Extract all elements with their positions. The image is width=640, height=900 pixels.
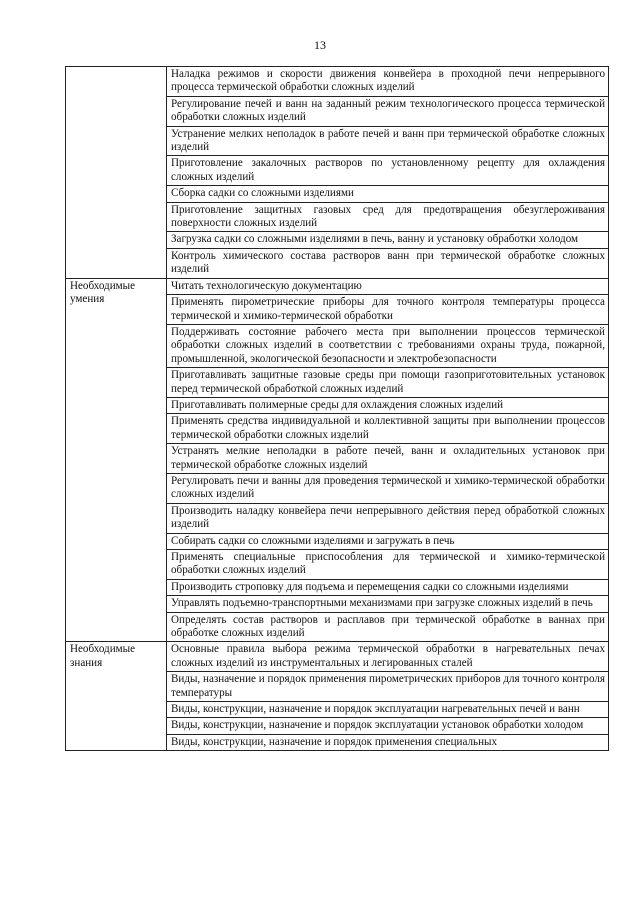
competency-table	[65, 66, 609, 751]
item-cell: Приготавливать полимерные среды для охлаждения сложных изделий	[167, 397, 609, 413]
item-cell: Наладка режимов и скорости движения конвейера в проходной печи непрерывного процесса термической обработки сложных изделий	[167, 67, 609, 97]
competency-table-body	[66, 67, 609, 751]
section-label: Необходимые знания	[70, 643, 136, 669]
section-label: Необходимые умения	[70, 279, 136, 306]
item-cell: Читать технологическую документацию	[167, 278, 609, 294]
table-row	[66, 642, 609, 672]
page-number: 13	[314, 38, 326, 52]
section-label-cell	[66, 67, 167, 279]
item-cell: Основные правила выбора режима термической обработки в нагревательных печах сложных изделий из инструментальных и легированных сталей	[167, 642, 609, 672]
item-cell: Производить наладку конвейера печи непрерывного действия перед обработкой сложных изделий	[167, 503, 609, 533]
item-cell: Поддерживать состояние рабочего места при выполнении процессов термической обработки сложных изделий в соответствии с требованиями охраны труда, пожарной, промышленной, экологической безопасности и электробезопасности	[167, 324, 609, 367]
table-row	[66, 67, 609, 97]
item-cell: Управлять подъемно-транспортными механизмами при загрузке сложных изделий в печь	[167, 596, 609, 612]
item-cell: Виды, конструкции, назначение и порядок эксплуатации установок обработки холодом	[167, 718, 609, 734]
item-cell: Приготавливать защитные газовые среды при помощи газоприготовительных установок перед термической обработкой сложных изделий	[167, 368, 609, 398]
item-cell: Применять специальные приспособления для термической и химико-термической обработки сложных изделий	[167, 550, 609, 580]
item-cell: Приготовление закалочных растворов по установленному рецепту для охлаждения сложных изделий	[167, 156, 609, 186]
item-cell: Определять состав растворов и расплавов при термической обработке в ваннах при обработке сложных изделий	[167, 612, 609, 642]
item-cell: Загрузка садки со сложными изделиями в печь, ванну и установку обработки холодом	[167, 232, 609, 248]
item-cell: Контроль химического состава растворов ванн при термической обработке сложных изделий	[167, 248, 609, 278]
item-cell: Собирать садки со сложными изделиями и загружать в печь	[167, 533, 609, 549]
item-cell: Виды, конструкции, назначение и порядок применения специальных	[167, 734, 609, 750]
item-cell: Устранять мелкие неполадки в работе печей, ванн и охладительных установок при термической обработке сложных изделий	[167, 444, 609, 474]
item-cell: Применять средства индивидуальной и коллективной защиты при выполнении процессов термической обработки сложных изделий	[167, 414, 609, 444]
item-cell: Приготовление защитных газовых сред для предотвращения обезуглероживания поверхности сложных изделий	[167, 202, 609, 232]
table-row	[66, 278, 609, 294]
item-cell: Виды, конструкции, назначение и порядок эксплуатации нагревательных печей и ванн	[167, 702, 609, 718]
item-cell: Производить строповку для подъема и перемещения садки со сложными изделиями	[167, 579, 609, 595]
section-label-cell	[66, 278, 167, 642]
section-label-cell	[66, 642, 167, 751]
item-cell: Сборка садки со сложными изделиями	[167, 186, 609, 202]
item-cell: Применять пирометрические приборы для точного контроля температуры процесса термической и химико-термической обработки	[167, 295, 609, 325]
item-cell: Виды, назначение и порядок применения пирометрических приборов для точного контроля температуры	[167, 672, 609, 702]
item-cell: Регулирование печей и ванн на заданный режим технологического процесса термической обработки сложных изделий	[167, 96, 609, 126]
item-cell: Устранение мелких неполадок в работе печей и ванн при термической обработке сложных изделий	[167, 126, 609, 156]
item-cell: Регулировать печи и ванны для проведения термической и химико-термической обработки сложных изделий	[167, 473, 609, 503]
